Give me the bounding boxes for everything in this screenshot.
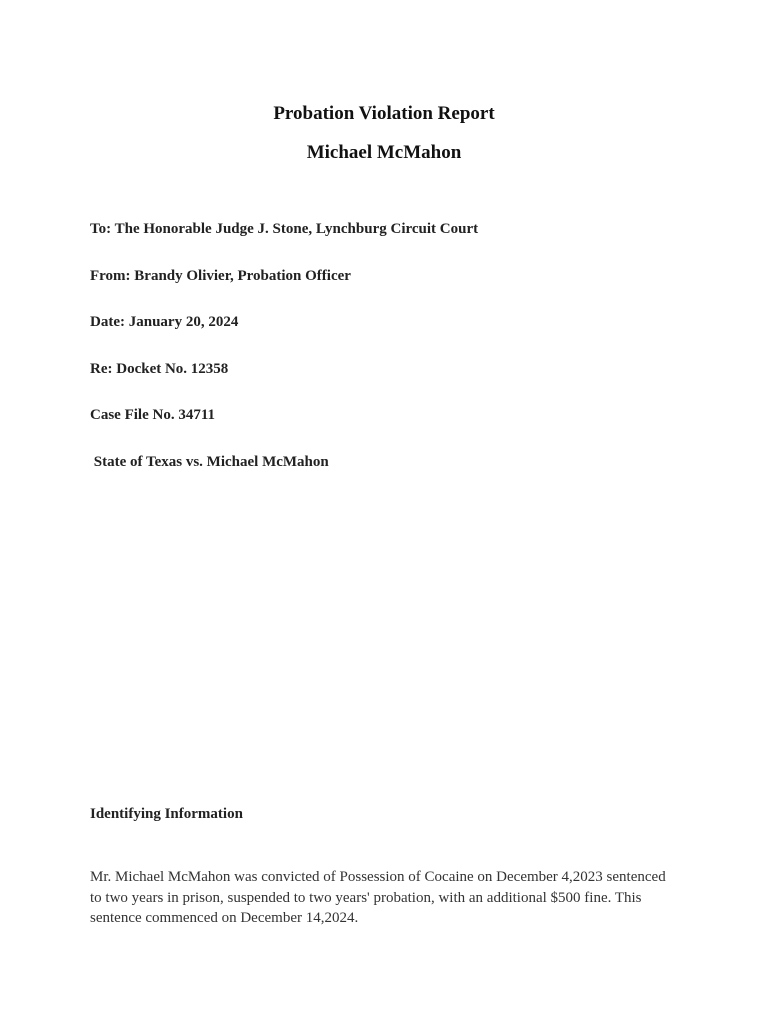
identifying-information-heading: Identifying Information: [90, 806, 243, 822]
case-title-line: State of Texas vs. Michael McMahon: [90, 454, 329, 470]
document-title: Probation Violation Report: [273, 103, 495, 124]
identifying-information-paragraph: Mr. Michael McMahon was convicted of Possession of Cocaine on December 4,2023 sentenced to two years in prison, suspended to two years' probation, with an additional $500 fine. This sentence commenced on December 14,2024.: [90, 869, 666, 926]
memo-re-line: Re: Docket No. 12358: [90, 361, 229, 377]
memo-to-line: To: The Honorable Judge J. Stone, Lynchburg Circuit Court: [90, 221, 479, 237]
subject-name: Michael McMahon: [306, 142, 462, 163]
memo-date-line: Date: January 20, 2024: [90, 314, 239, 330]
memo-from-line: From: Brandy Olivier, Probation Officer: [90, 268, 351, 284]
case-file-line: Case File No. 34711: [90, 407, 215, 423]
